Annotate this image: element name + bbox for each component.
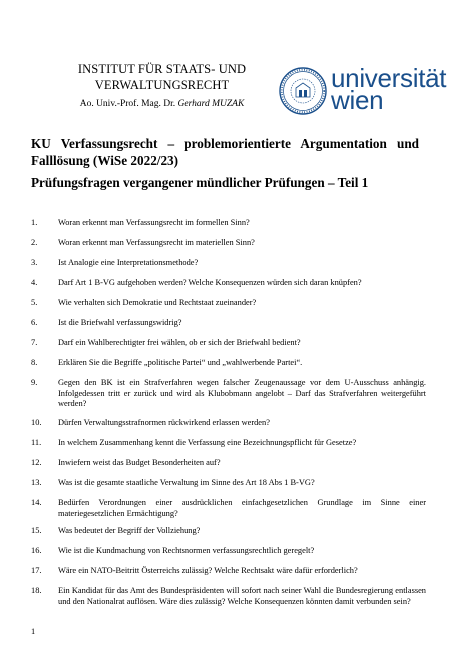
question-item: [31, 586, 426, 607]
question-number: 13.: [31, 478, 42, 487]
question-number: 1.: [31, 218, 38, 227]
document-title: KU Verfassungsrecht – problemorientierte Argumentation und Falllösung (WiSe 2022/23): [31, 136, 419, 168]
question-item: [31, 546, 426, 557]
question-number: 9.: [31, 378, 38, 387]
question-text: In welchem Zusammenhang kennt die Verfassung eine Bezeichnungspflicht für Gesetze?: [58, 438, 357, 447]
question-number: 12.: [31, 458, 42, 467]
question-number: 10.: [31, 418, 42, 427]
question-text: Inwiefern weist das Budget Besonderheiten auf?: [58, 458, 221, 467]
question-item: [31, 498, 426, 519]
question-number: 18.: [31, 586, 42, 595]
institute-name: [62, 61, 262, 93]
question-number: 6.: [31, 318, 38, 327]
question-text: Dürfen Verwaltungsstrafnormen rückwirkend erlassen werden?: [58, 418, 270, 427]
question-item: [31, 566, 426, 577]
question-item: [31, 258, 426, 269]
question-number: 2.: [31, 238, 38, 247]
question-text: Ist Analogie eine Interpretationsmethode?: [58, 258, 199, 267]
question-text: Ein Kandidat für das Amt des Bundespräsidenten will sofort nach seiner Wahl die Bundesregierung entlassen und den Nationalrat auflösen. Wäre dies zulässig? Welche Konsequenzen könnten damit verbunden sein?: [58, 586, 426, 606]
question-number: 15.: [31, 526, 42, 535]
question-item: [31, 358, 426, 369]
question-text: Wie verhalten sich Demokratie und Rechtstaat zueinander?: [58, 298, 257, 307]
question-text: Gegen den BK ist ein Strafverfahren wegen falscher Zeugenaussage vor dem U-Ausschuss anhängig. Infolgedessen tritt er zurück und wird als Klubobmann angelobt – Darf das Strafverfahren weitergeführt werden?: [58, 378, 426, 408]
question-text: Erklären Sie die Begriffe „politische Partei“ und „wahlwerbende Partei“.: [58, 358, 303, 367]
question-text: Woran erkennt man Verfassungsrecht im materiellen Sinn?: [58, 238, 255, 247]
professor-name: Gerhard MUZAK: [177, 99, 245, 109]
question-item: [31, 378, 426, 410]
question-text: Darf Art 1 B-VG aufgehoben werden? Welche Konsequenzen würden sich daran knüpfen?: [58, 278, 362, 287]
question-number: 8.: [31, 358, 38, 367]
institute-line-2: VERWALTUNGSRECHT: [94, 78, 230, 92]
question-number: 14.: [31, 498, 42, 507]
question-number: 17.: [31, 566, 42, 575]
question-item: [31, 298, 426, 309]
question-item: [31, 238, 426, 249]
professor-prefix: Ao. Univ.-Prof. Mag. Dr.: [79, 99, 178, 109]
question-item: [31, 318, 426, 329]
question-text: Woran erkennt man Verfassungsrecht im formellen Sinn?: [58, 218, 250, 227]
question-number: 16.: [31, 546, 42, 555]
question-text: Wäre ein NATO-Beitritt Österreichs zulässig? Welche Rechtsakt wäre dafür erforderlich?: [58, 566, 358, 575]
question-item: [31, 438, 426, 449]
question-text: Was bedeutet der Begriff der Vollziehung?: [58, 526, 201, 535]
question-text: Was ist die gesamte staatliche Verwaltung im Sinne des Art 18 Abs 1 B-VG?: [58, 478, 315, 487]
question-item: [31, 278, 426, 289]
question-number: 5.: [31, 298, 38, 307]
document-subtitle: Prüfungsfragen vergangener mündlicher Prüfungen – Teil 1: [31, 175, 369, 190]
question-text: Darf ein Wahlberechtigter frei wählen, ob er sich der Briefwahl bedient?: [58, 338, 301, 347]
question-text: Ist die Briefwahl verfassungswidrig?: [58, 318, 182, 327]
question-item: [31, 338, 426, 349]
question-text: Wie ist die Kundmachung von Rechtsnormen verfassungsrechtlich geregelt?: [58, 546, 315, 555]
professor-line: [62, 99, 262, 109]
question-text: Bedürfen Verordnungen einer ausdrücklichen einfachgesetzlichen Grundlage im Sinne einer materiegesetzlichen Ermächtigung?: [58, 498, 426, 518]
question-number: 7.: [31, 338, 38, 347]
question-item: [31, 458, 426, 469]
question-number: 4.: [31, 278, 38, 287]
logo-line-1: universität: [331, 63, 447, 93]
question-item: [31, 478, 426, 489]
question-item: [31, 526, 426, 537]
question-number: 3.: [31, 258, 38, 267]
question-item: [31, 418, 426, 429]
question-item: [31, 218, 426, 229]
page-number: 1: [31, 627, 36, 636]
question-number: 11.: [31, 438, 42, 447]
university-seal-icon: [279, 67, 327, 115]
logo-line-2: wien: [331, 85, 384, 115]
institute-line-1: INSTITUT FÜR STAATS- UND: [77, 62, 247, 76]
